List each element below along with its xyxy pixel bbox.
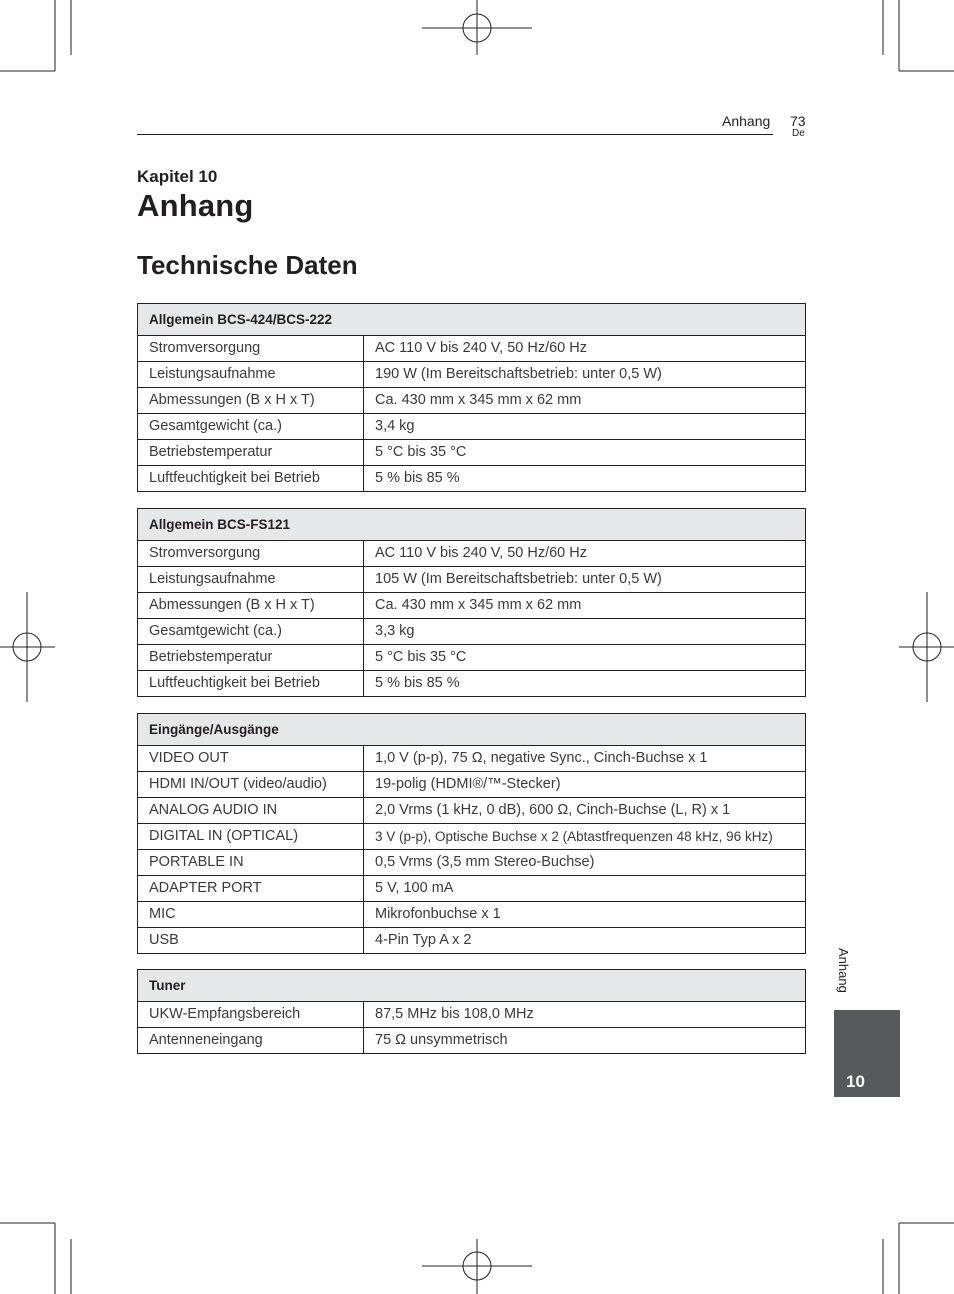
spec-value: 3 V (p-p), Optische Buchse x 2 (Abtastfrequenzen 48 kHz, 96 kHz)	[364, 824, 806, 850]
table-row	[138, 336, 806, 362]
spec-value: 3,3 kg	[364, 619, 806, 645]
spec-value: AC 110 V bis 240 V, 50 Hz/60 Hz	[364, 541, 806, 567]
spec-value: 2,0 Vrms (1 kHz, 0 dB), 600 Ω, Cinch-Buchse (L, R) x 1	[364, 798, 806, 824]
table-row	[138, 593, 806, 619]
spec-value: 3,4 kg	[364, 414, 806, 440]
spec-table-general-bcsfs121	[137, 508, 806, 697]
spec-value: Mikrofonbuchse x 1	[364, 902, 806, 928]
spec-label: HDMI IN/OUT (video/audio)	[138, 772, 364, 798]
table-row	[138, 902, 806, 928]
table-heading: Allgemein BCS-424/BCS-222	[138, 304, 806, 336]
side-section-label: Anhang	[836, 948, 851, 993]
spec-value: Ca. 430 mm x 345 mm x 62 mm	[364, 593, 806, 619]
chapter-tab-number: 10	[846, 1072, 865, 1091]
language-code: De	[792, 128, 805, 139]
spec-value: 190 W (Im Bereitschaftsbetrieb: unter 0,5 W)	[364, 362, 806, 388]
table-row	[138, 671, 806, 697]
table-row	[138, 1002, 806, 1028]
spec-label: USB	[138, 928, 364, 954]
header-rule	[137, 134, 773, 135]
spec-value: 0,5 Vrms (3,5 mm Stereo-Buchse)	[364, 850, 806, 876]
spec-label: Stromversorgung	[138, 336, 364, 362]
table-row	[138, 541, 806, 567]
spec-label: Abmessungen (B x H x T)	[138, 593, 364, 619]
spec-label: Luftfeuchtigkeit bei Betrieb	[138, 466, 364, 492]
table-row	[138, 362, 806, 388]
chapter-tab	[834, 1010, 900, 1097]
spec-value: AC 110 V bis 240 V, 50 Hz/60 Hz	[364, 336, 806, 362]
section-title: Technische Daten	[137, 250, 358, 280]
table-row	[138, 414, 806, 440]
spec-label: PORTABLE IN	[138, 850, 364, 876]
chapter-title: Anhang	[137, 188, 254, 223]
spec-label: Leistungsaufnahme	[138, 362, 364, 388]
table-row	[138, 798, 806, 824]
spec-value: Ca. 430 mm x 345 mm x 62 mm	[364, 388, 806, 414]
spec-label: Betriebstemperatur	[138, 645, 364, 671]
table-heading: Allgemein BCS-FS121	[138, 509, 806, 541]
spec-value: 5 V, 100 mA	[364, 876, 806, 902]
spec-label: MIC	[138, 902, 364, 928]
table-row	[138, 440, 806, 466]
spec-table-io	[137, 713, 806, 954]
spec-value: 87,5 MHz bis 108,0 MHz	[364, 1002, 806, 1028]
spec-value: 105 W (Im Bereitschaftsbetrieb: unter 0,5 W)	[364, 567, 806, 593]
table-row	[138, 645, 806, 671]
spec-value: 75 Ω unsymmetrisch	[364, 1028, 806, 1054]
spec-value: 5 % bis 85 %	[364, 466, 806, 492]
spec-table-tuner	[137, 969, 806, 1054]
spec-value: 5 °C bis 35 °C	[364, 645, 806, 671]
table-row	[138, 619, 806, 645]
table-heading: Eingänge/Ausgänge	[138, 714, 806, 746]
table-row	[138, 850, 806, 876]
spec-label: Stromversorgung	[138, 541, 364, 567]
table-row	[138, 746, 806, 772]
spec-label: VIDEO OUT	[138, 746, 364, 772]
spec-value: 19-polig (HDMI®/™-Stecker)	[364, 772, 806, 798]
spec-value: 1,0 V (p-p), 75 Ω, negative Sync., Cinch-Buchse x 1	[364, 746, 806, 772]
spec-label: Gesamtgewicht (ca.)	[138, 414, 364, 440]
spec-label: Luftfeuchtigkeit bei Betrieb	[138, 671, 364, 697]
table-row	[138, 388, 806, 414]
spec-value: 5 % bis 85 %	[364, 671, 806, 697]
table-row	[138, 772, 806, 798]
spec-table-general-bcs424	[137, 303, 806, 492]
spec-label: Betriebstemperatur	[138, 440, 364, 466]
spec-label: Leistungsaufnahme	[138, 567, 364, 593]
table-row	[138, 928, 806, 954]
spec-label: ANALOG AUDIO IN	[138, 798, 364, 824]
table-row	[138, 567, 806, 593]
spec-label: Abmessungen (B x H x T)	[138, 388, 364, 414]
spec-label: DIGITAL IN (OPTICAL)	[138, 824, 364, 850]
chapter-label: Kapitel 10	[137, 167, 218, 186]
spec-label: UKW-Empfangsbereich	[138, 1002, 364, 1028]
spec-label: Antenneneingang	[138, 1028, 364, 1054]
table-heading: Tuner	[138, 970, 806, 1002]
spec-label: Gesamtgewicht (ca.)	[138, 619, 364, 645]
spec-label: ADAPTER PORT	[138, 876, 364, 902]
table-row	[138, 824, 806, 850]
page-number: 73	[790, 113, 806, 129]
table-row	[138, 1028, 806, 1054]
table-row	[138, 876, 806, 902]
header-section: Anhang	[722, 113, 771, 129]
table-row	[138, 466, 806, 492]
spec-value: 5 °C bis 35 °C	[364, 440, 806, 466]
spec-value: 4-Pin Typ A x 2	[364, 928, 806, 954]
